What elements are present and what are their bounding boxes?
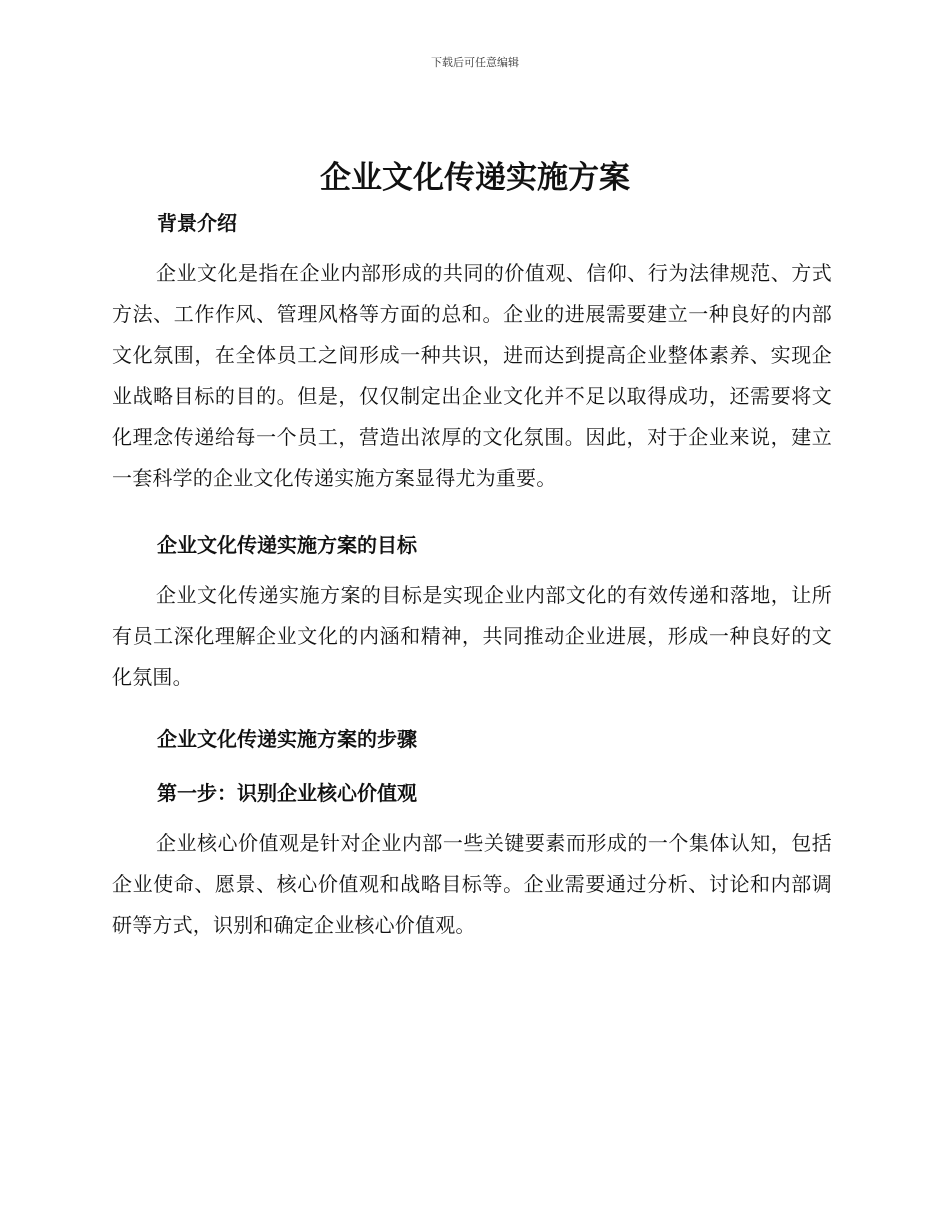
- header-note: 下载后可任意编辑: [431, 56, 519, 69]
- paragraph-goal: 企业文化传递实施方案的目标是实现企业内部文化的有效传递和落地，让所有员工深化理解企业文化的内涵和精神，共同推动企业进展，形成一种良好的文化氛围。: [112, 583, 832, 689]
- section-heading-goal: 企业文化传递实施方案的目标: [157, 533, 417, 557]
- document-title: 企业文化传递实施方案: [320, 160, 630, 196]
- section-heading-background: 背景介绍: [157, 211, 237, 235]
- paragraph-core-values: 企业核心价值观是针对企业内部一些关键要素而形成的一个集体认知，包括企业使命、愿景、核心价值观和战略目标等。企业需要通过分析、讨论和内部调研等方式，识别和确定企业核心价值观。: [112, 831, 832, 937]
- paragraph-background: 企业文化是指在企业内部形成的共同的价值观、信仰、行为法律规范、方式方法、工作作风、管理风格等方面的总和。企业的进展需要建立一种良好的内部文化氛围，在全体员工之间形成一种共识，进而达到提高企业整体素养、实现企业战略目标的目的。但是，仅仅制定出企业文化并不足以取得成功，还需要将文化理念传递给每一个员工，营造出浓厚的文化氛围。因此，对于企业来说，建立一套科学的企业文化传递实施方案显得尤为重要。: [112, 261, 832, 490]
- section-heading-steps: 企业文化传递实施方案的步骤: [157, 727, 417, 751]
- step-heading-core-values: 第一步：识别企业核心价值观: [157, 781, 417, 805]
